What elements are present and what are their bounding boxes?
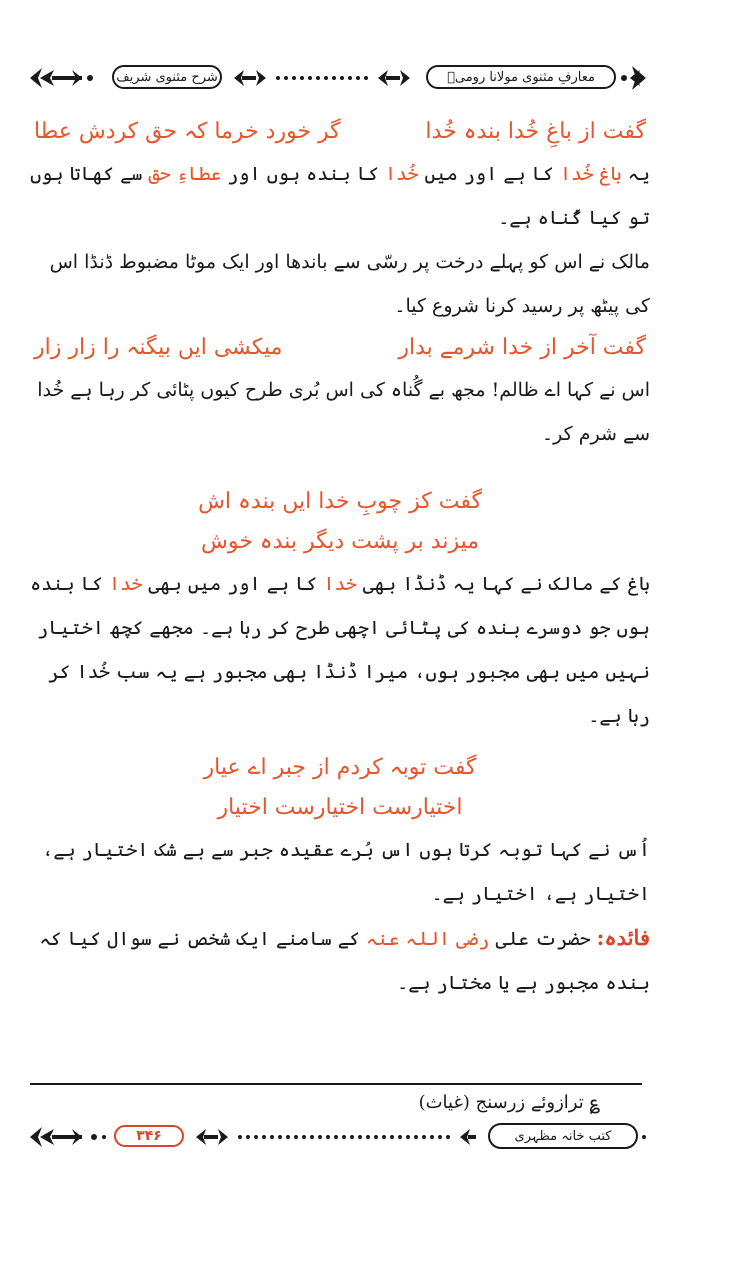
verse-3-line-1: گفت کز چوبِ خدا ایں بندہ اش — [198, 489, 482, 514]
paragraph-6 — [30, 916, 650, 1005]
paragraph-1-text-4: سے کھاتا ہوں تو کیا گُناہ ہے۔ — [30, 163, 650, 229]
verse-2-first-half: گفت آخر از خدا شرمے بدار — [398, 335, 646, 360]
paragraph-4 — [30, 562, 650, 738]
footnote-divider — [30, 1083, 642, 1085]
paragraph-1-text-3: کا بندہ ہوں اور — [221, 163, 386, 185]
page-content — [30, 112, 650, 1005]
paragraph-2: مالک نے اس کو پہلے درخت پر رسّی سے باندھا اور ایک موٹا مضبوط ڈنڈا اس کی پیٹھ پر رسید کرنا شروع کیا۔ — [49, 251, 650, 317]
spacer — [30, 456, 650, 482]
verse-1-second-half: گر خورد خرما کہ حق کردش عطا — [34, 119, 341, 144]
verse-4-line-2: اختیارست اختیارست اختیار — [217, 795, 463, 820]
verse-2 — [30, 328, 650, 368]
paragraph-3: اس نے کہا اے ظالم! مجھ بے گُناہ کی اس بُری طرح کیوں پٹائی کر رہا ہے خُدا سے شرم کر۔ — [37, 379, 650, 445]
paragraph-4-text-3: کا بندہ ہوں جو دوسرے بندہ کی پٹائی اچھی طرح کر رہا ہے۔ مجھے کچھ اختیار نہیں میں بھی مجبور ہوں، میرا ڈنڈا بھی مجبور ہے یہ سب خُدا کر رہا ہے۔ — [30, 573, 650, 727]
paragraph-6-text-2: کے سامنے ایک شخص نے سوال کیا کہ بندہ مجبور ہے یا مختار ہے۔ — [39, 928, 650, 994]
paragraph-4-highlight-1: خدا — [323, 573, 357, 595]
series-title: شرح مثنوی شریف — [112, 65, 222, 89]
paragraph-4-text-1: باغ کے مالک نے کہا یہ ڈنڈا بھی — [356, 573, 650, 595]
paragraph-1-text-1: یہ — [621, 163, 650, 185]
page-number: ۳۴۶ — [114, 1125, 184, 1147]
paragraph-1 — [30, 152, 650, 240]
paragraph-1-highlight-2: خُدا — [385, 163, 419, 185]
verse-4-line-1: گفت توبہ کردم از جبر اے عیار — [203, 755, 477, 780]
paragraph-1-highlight-3: عطاءِ حق — [148, 163, 222, 185]
page-header — [28, 58, 648, 98]
verse-3-line-2: میزند بر پشت دیگر بندہ خوش — [200, 529, 480, 554]
verse-1-first-half: گفت از باغِ خُدا بندہ خُدا — [425, 119, 646, 144]
book-title: معارفِ مثنوی مولانا رومیؒ — [426, 65, 616, 89]
verse-2-second-half: میکشی ایں بیگنہ را زار زار — [34, 335, 283, 360]
benefit-label: فائدہ: — [596, 925, 650, 950]
paragraph-4-highlight-2: خدا — [108, 573, 143, 595]
paragraph-6-highlight-1: رضی اللہ عنہ — [366, 928, 490, 950]
page-footer — [28, 1117, 648, 1157]
paragraph-6-text-1: حضرت علی — [489, 928, 591, 950]
footnote: ؏ ترازوئے زرسنج (غیاث) — [418, 1092, 600, 1113]
paragraph-1-text-2: کا ہے اور میں — [418, 163, 560, 185]
publisher-name: کتب خانہ مظہری — [488, 1123, 638, 1149]
verse-1 — [30, 112, 650, 152]
spacer — [30, 738, 650, 748]
paragraph-1-highlight-1: باغ خُدا — [559, 163, 622, 185]
paragraph-5: اُس نے کہا توبہ کرتا ہوں اس بُرے عقیدہ جبر سے بے شک اختیار ہے، اختیار ہے، اختیار ہے۔ — [42, 839, 650, 905]
paragraph-4-text-2: کا ہے اور میں بھی — [142, 573, 324, 595]
